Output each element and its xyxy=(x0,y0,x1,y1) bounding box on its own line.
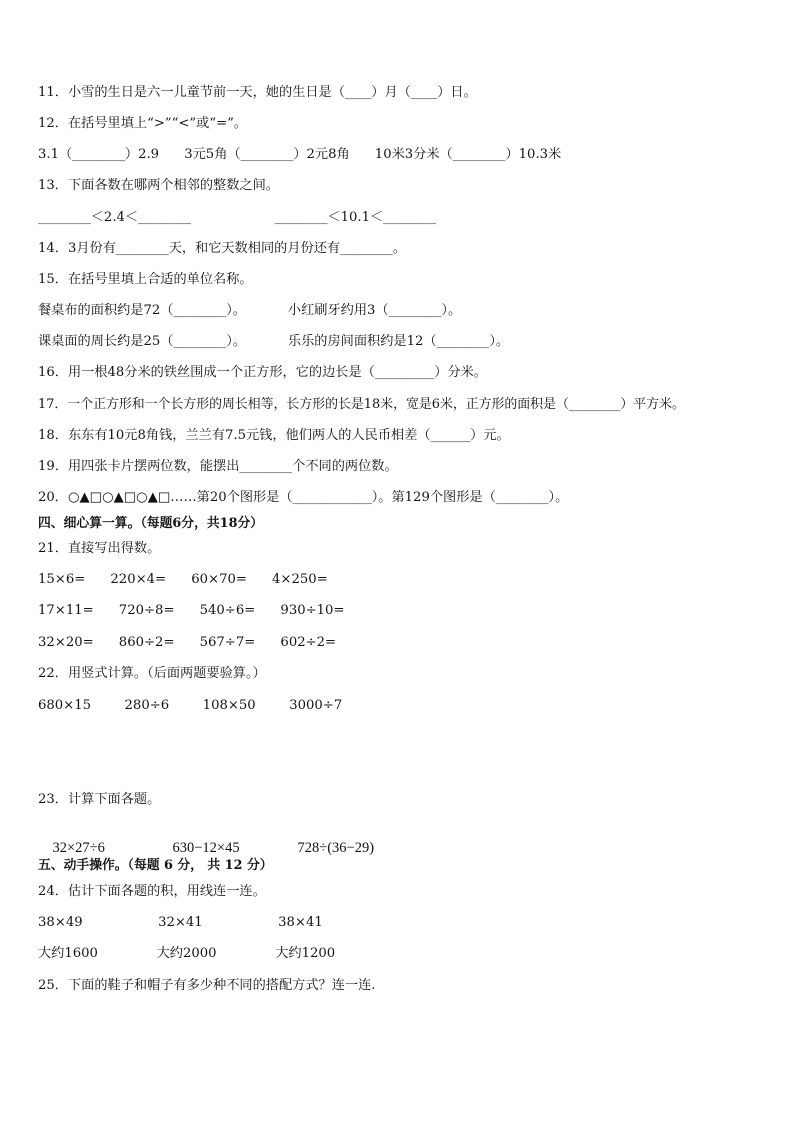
question-18: 18．东东有10元8角钱，兰兰有7.5元钱，他们两人的人民币相差（______）元。 xyxy=(38,428,510,443)
question-13-row: ________＜2.4＜________ ________＜10.1＜________ xyxy=(38,210,436,225)
question-24-row-2: 大约1600 大约2000 大约1200 xyxy=(38,946,336,961)
question-15-row-2: 课桌面的周长约是25（________）。 乐乐的房间面积约是12（________）。 xyxy=(38,334,510,349)
question-22: 22．用竖式计算。（后面两题要验算。） xyxy=(38,666,266,681)
section-4-heading: 四、细心算一算。（每题6分，共18分） xyxy=(38,516,264,531)
question-24-row-1: 38×49 32×41 38×41 xyxy=(38,915,323,930)
question-12: 12．在括号里填上“>”“<”或“=”。 xyxy=(38,116,248,131)
question-15-row-1: 餐桌布的面积约是72（________）。 小红刷牙约用3（________）。 xyxy=(38,303,462,318)
question-21-row-3: 32×20= 860÷2= 567÷7= 602÷2= xyxy=(38,635,337,650)
q23-expression: 728÷(36−29) xyxy=(297,840,375,856)
question-14: 14．3月份有________天，和它天数相同的月份还有________。 xyxy=(38,241,407,256)
q23-expression: 630−12×45 xyxy=(172,840,240,856)
question-19: 19．用四张卡片摆两位数，能摆出________个不同的两位数。 xyxy=(38,459,398,474)
q23-expression: 32×27÷6 xyxy=(52,840,105,856)
question-13: 13．下面各数在哪两个相邻的整数之间。 xyxy=(38,178,279,193)
question-22-row: 680×15 280÷6 108×50 3000÷7 xyxy=(38,698,343,713)
question-21-row-1: 15×6= 220×4= 60×70= 4×250= xyxy=(38,572,328,587)
question-11: 11．小雪的生日是六一儿童节前一天，她的生日是（____）月（____）日。 xyxy=(38,85,477,100)
question-17: 17．一个正方形和一个长方形的周长相等，长方形的长是18米，宽是6米，正方形的面积是（________）平方米。 xyxy=(38,397,685,412)
question-23: 23．计算下面各题。 xyxy=(38,792,161,807)
section-5-heading: 五、动手操作。（每题 6 分， 共 12 分） xyxy=(38,858,273,873)
question-16: 16．用一根48分米的铁丝围成一个正方形，它的边长是（_________）分米。 xyxy=(38,365,487,380)
question-12-row: 3.1（________）2.9 3元5角（________）2元8角 10米3分米（________）10.3米 xyxy=(38,147,562,162)
question-24: 24．估计下面各题的积，用线连一连。 xyxy=(38,884,266,899)
question-15: 15．在括号里填上合适的单位名称。 xyxy=(38,272,253,287)
question-25: 25．下面的鞋子和帽子有多少种不同的搭配方式？连一连. xyxy=(38,978,376,993)
question-21: 21．直接写出得数。 xyxy=(38,541,161,556)
question-20: 20．○▲□○▲□○▲□……第20个图形是（____________）。第129个图形是（________）。 xyxy=(38,490,569,505)
question-21-row-2: 17×11= 720÷8= 540÷6= 930÷10= xyxy=(38,603,345,618)
